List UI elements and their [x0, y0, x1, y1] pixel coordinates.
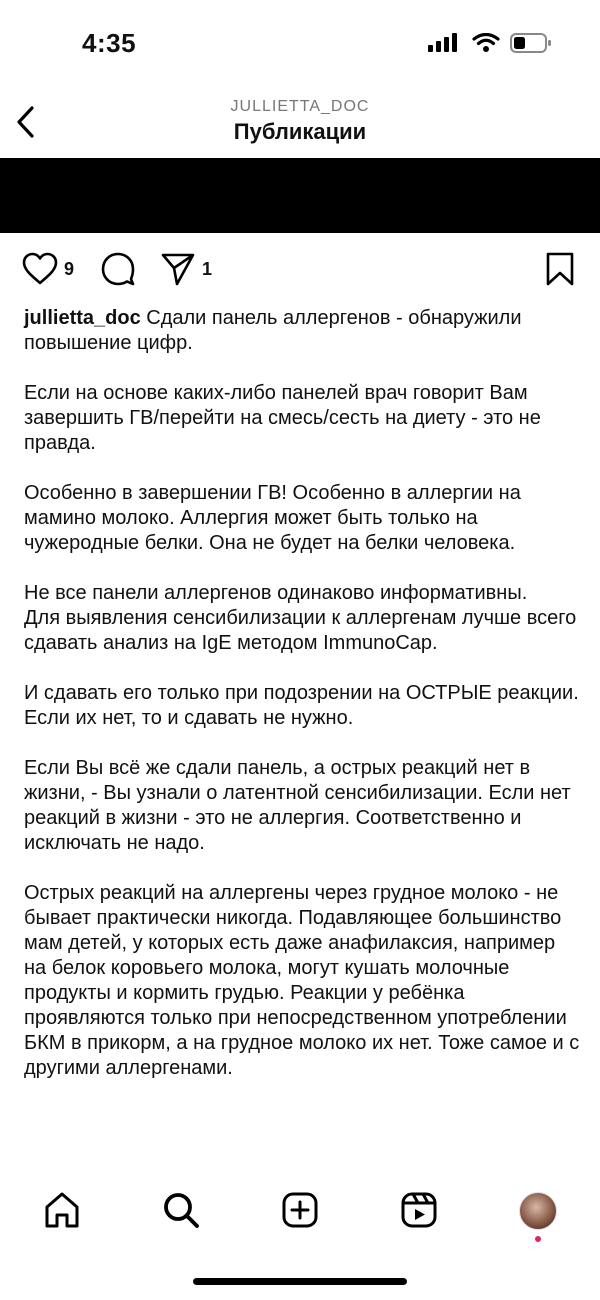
tab-search[interactable] — [159, 1188, 203, 1232]
reels-icon — [400, 1191, 438, 1229]
profile-avatar[interactable] — [519, 1192, 557, 1230]
notification-dot — [535, 1236, 541, 1242]
bottom-nav — [0, 1170, 600, 1250]
caption-paragraph: Если на основе каких-либо панелей врач говорит Вам завершить ГВ/перейти на смесь/сесть на диету - это не правда. — [24, 382, 541, 454]
caption-paragraph: Для выявления сенсибилизации к аллергенам лучше всего сдавать анализ на IgE методом ImmunoCap. — [24, 607, 577, 654]
tab-reels[interactable] — [397, 1188, 441, 1232]
caption-username[interactable]: jullietta_doc — [24, 307, 141, 329]
tab-create[interactable] — [278, 1188, 322, 1232]
comment-icon — [100, 252, 136, 286]
share-action[interactable] — [160, 252, 212, 286]
like-count: 9 — [64, 258, 75, 279]
share-count: 1 — [202, 258, 213, 279]
header-username: JULLIETTA_DOC — [230, 98, 370, 115]
wifi-icon — [472, 33, 500, 53]
nav-header — [0, 86, 600, 156]
bookmark-icon — [545, 252, 575, 286]
search-icon — [162, 1191, 200, 1229]
status-time: 4:35 — [82, 28, 137, 58]
home-indicator[interactable] — [193, 1278, 407, 1285]
caption-paragraph: Особенно в завершении ГВ! Особенно в аллергии на мамино молоко. Аллергия может быть только на чужеродные белки. Она не будет на белки человека. — [24, 482, 521, 554]
caption-paragraph: Острых реакций на аллергены через грудное молоко - не бывает практически никогда. Подавляющее большинство мам детей, у которых есть даже анафилаксия, например на белок коровьего молока, могут кушать молочные продукты и кормить грудью. Реакции у ребёнка проявляются только при непосредственном употреблении БКМ в прикорм, а на грудное молоко их нет. Тоже самое и с другими аллергенами. — [24, 882, 580, 1079]
comment-action[interactable] — [100, 252, 136, 286]
post-caption — [24, 306, 580, 1106]
caption-paragraph: Не все панели аллергенов одинаково информативны. — [24, 582, 528, 604]
save-action[interactable] — [545, 252, 575, 286]
like-action[interactable] — [22, 252, 74, 286]
status-icons — [428, 32, 552, 54]
create-icon — [281, 1191, 319, 1229]
caption-lead — [24, 306, 580, 356]
caption-lead-text: Сдали панель аллергенов - обнаружили повышение цифр. — [24, 307, 522, 354]
send-icon — [160, 252, 196, 286]
post-actions — [0, 246, 600, 296]
caption-paragraph: Если Вы всё же сдали панель, а острых реакций нет в жизни, - Вы узнали о латентной сенсибилизации. Если нет реакций в жизни - это не аллергия. Соответственно и исключать не надо. — [24, 757, 571, 854]
heart-icon — [22, 252, 58, 286]
battery-icon — [510, 32, 552, 54]
post-media[interactable] — [0, 158, 600, 233]
page-title: Публикации — [233, 119, 367, 144]
caption-paragraph: И сдавать его только при подозрении на ОСТРЫЕ реакции. Если их нет, то и сдавать не нужно. — [24, 682, 579, 729]
tab-home[interactable] — [40, 1188, 84, 1232]
home-icon — [43, 1191, 81, 1229]
signal-icon — [428, 33, 462, 53]
status-bar — [0, 0, 600, 80]
